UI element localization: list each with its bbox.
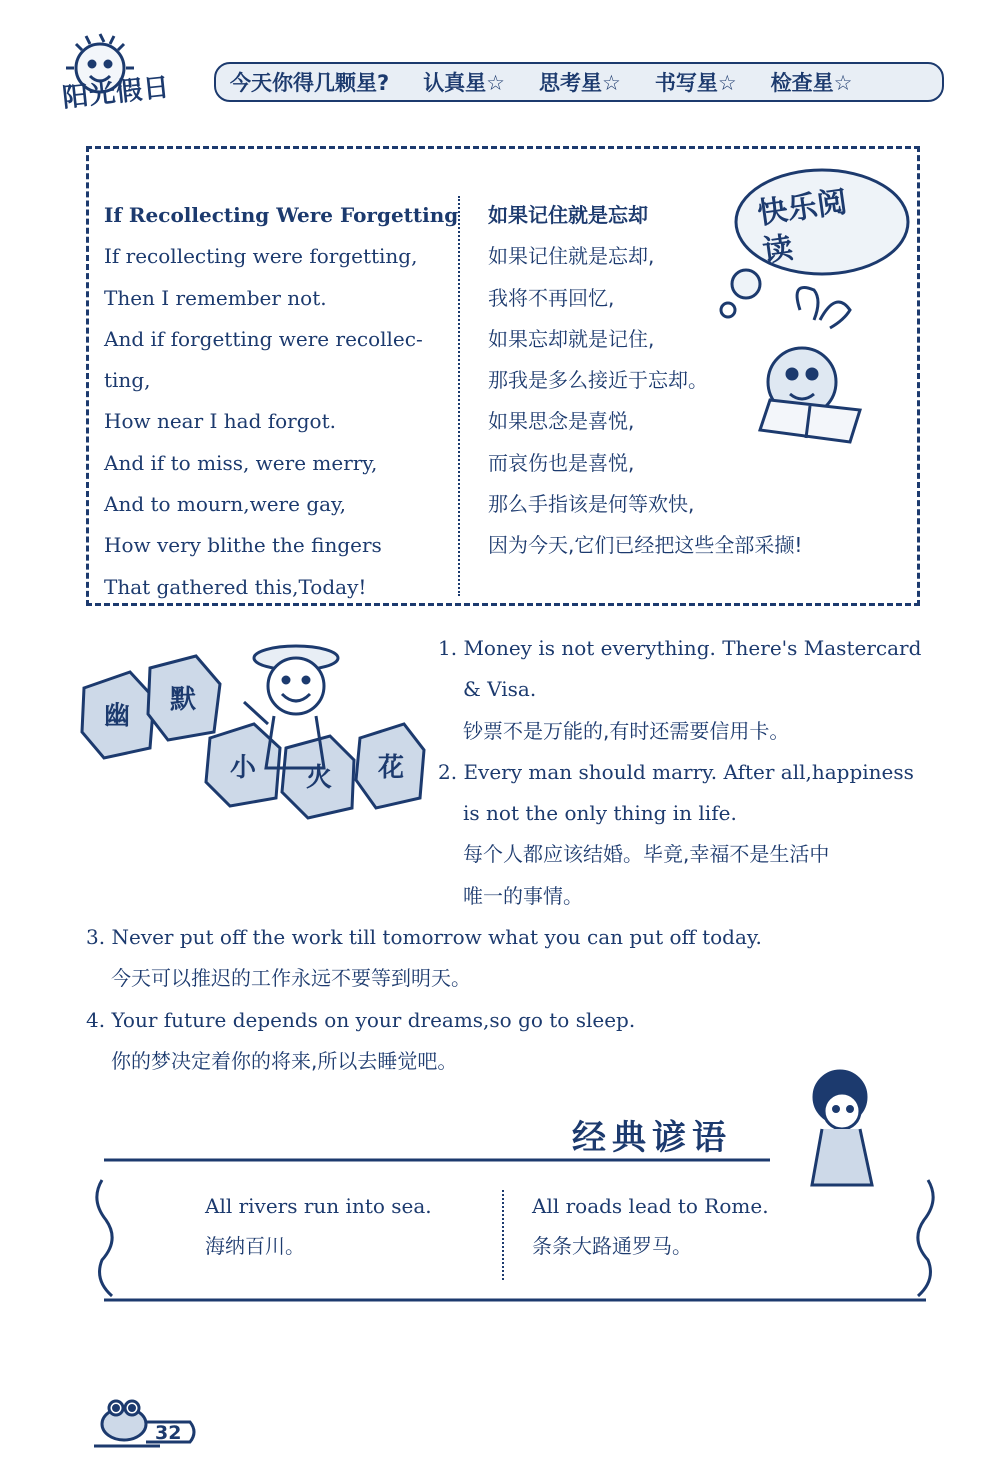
- poem-english-line: How very blithe the fingers: [104, 533, 382, 558]
- header-logo-text: 阳光假日: [60, 72, 172, 114]
- poem-english-line: ting,: [104, 368, 151, 393]
- poem-chinese-line: 因为今天,它们已经把这些全部采撷!: [488, 533, 803, 558]
- proverb-en: All roads lead to Rome.: [532, 1194, 769, 1218]
- humor-block-char: 小: [230, 753, 257, 783]
- poem-chinese-line: 那么手指该是何等欢快,: [488, 492, 695, 517]
- poem-chinese-line: 而哀伤也是喜悦,: [488, 450, 635, 475]
- joke-en-line: 4. Your future depends on your dreams,so go to sleep.: [86, 1007, 636, 1032]
- poem-chinese-line: 如果思念是喜悦,: [488, 409, 635, 434]
- humor-block-char: 默: [170, 685, 197, 715]
- poem-english-line: And if forgetting were recollec-: [104, 326, 423, 351]
- rating-thinking: 思考星☆: [539, 71, 621, 95]
- rating-checking: 检查星☆: [770, 71, 853, 95]
- proverb-divider: [502, 1190, 504, 1280]
- happy-reading-label: 快乐阅读: [755, 184, 850, 270]
- humor-block-char: 幽: [104, 701, 131, 731]
- poem-english-title: If Recollecting Were Forgetting: [104, 203, 459, 227]
- joke-zh-line: 唯一的事情。: [463, 883, 583, 908]
- humor-list-bottom: [86, 917, 886, 1082]
- joke-en-line: 2. Every man should marry. After all,happiness: [438, 759, 914, 784]
- page-number: 32: [155, 1422, 182, 1444]
- reading-divider: [458, 196, 460, 596]
- poem-chinese-title: 如果记住就是忘却: [488, 203, 648, 227]
- poem-english-line: That gathered this,Today!: [104, 574, 367, 599]
- joke-zh-line: 今天可以推迟的工作永远不要等到明天。: [111, 966, 471, 991]
- frog-page-icon: [90, 1392, 200, 1452]
- poem-english-line: If recollecting were forgetting,: [104, 244, 418, 269]
- humor-block-char: 花: [378, 753, 405, 783]
- joke-en-line: 3. Never put off the work till tomorrow what you can put off today.: [86, 925, 762, 949]
- poem-english-line: Then I remember not.: [104, 285, 327, 310]
- proverb-zh: 海纳百川。: [205, 1234, 305, 1258]
- proverb-en: All rivers run into sea.: [205, 1194, 432, 1218]
- star-question: 今天你得几颗星?: [230, 71, 390, 95]
- joke-en-line: & Visa.: [463, 677, 537, 702]
- poem-english-line: How near I had forgot.: [104, 409, 336, 434]
- joke-zh-line: 你的梦决定着你的将来,所以去睡觉吧。: [111, 1048, 458, 1073]
- poem-chinese-line: 那我是多么接近于忘却。: [488, 368, 708, 393]
- humor-list-top: [438, 628, 958, 917]
- poem-chinese-line: 我将不再回忆,: [488, 285, 615, 310]
- joke-zh-line: 钞票不是万能的,有时还需要信用卡。: [463, 718, 790, 743]
- star-rating-bar: [214, 62, 944, 102]
- joke-en-line: is not the only thing in life.: [463, 801, 737, 826]
- rating-earnest: 认真星☆: [423, 71, 506, 95]
- joke-zh-line: 每个人都应该结婚。毕竟,幸福不是生活中: [463, 842, 830, 867]
- poem-chinese-line: 如果忘却就是记住,: [488, 326, 655, 351]
- proverb-item: [532, 1186, 769, 1266]
- rating-writing: 书写星☆: [654, 71, 737, 95]
- poem-english: [104, 195, 459, 608]
- humor-blocks-girl-icon: [70, 628, 430, 858]
- proverb-item: [205, 1186, 432, 1266]
- poem-english-line: And to mourn,were gay,: [104, 492, 347, 517]
- poem-chinese-line: 如果记住就是忘却,: [488, 244, 655, 269]
- proverbs-title: 经典谚语: [572, 1118, 732, 1158]
- poem-english-line: And if to miss, were merry,: [104, 450, 378, 475]
- humor-block-char: 火: [306, 763, 333, 793]
- joke-en-line: 1. Money is not everything. There's Mastercard: [438, 636, 922, 660]
- proverb-zh: 条条大路通罗马。: [532, 1234, 692, 1258]
